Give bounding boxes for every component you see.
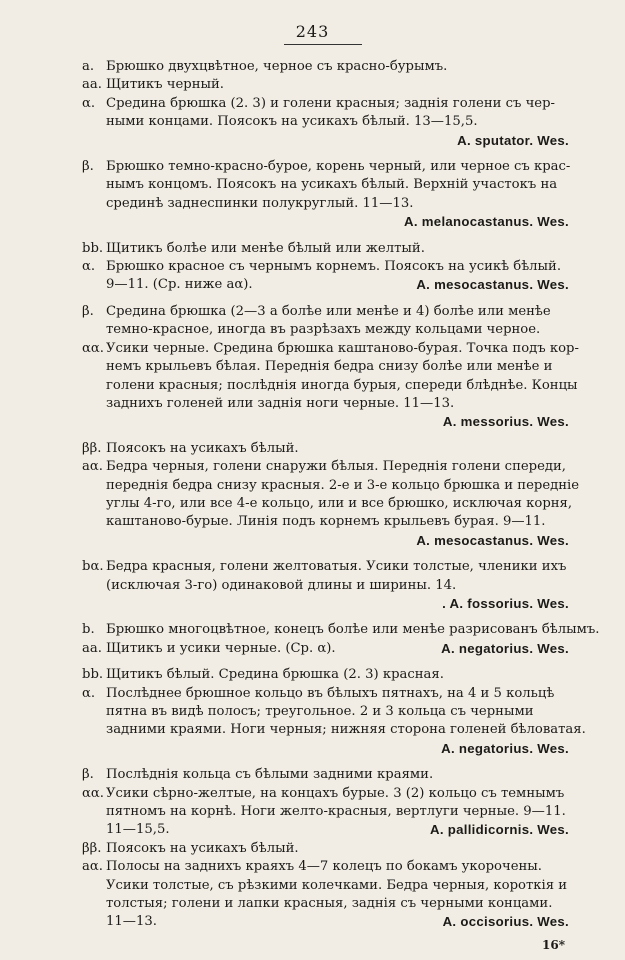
entry-line: Усики сѣрно-желтые, на концахъ бурые. 3 (2) кольцо съ темнымъ <box>106 785 565 801</box>
entry-marker: ββ. <box>82 840 102 856</box>
species-name: A. mesocastanus. Wes. <box>416 277 569 293</box>
entry-line: Бедра черныя, голени снаружи бѣлыя. Переднія голени спереди, <box>106 459 567 475</box>
key-entry <box>82 340 579 432</box>
entry-marker: b. <box>82 622 95 638</box>
entry-line: Бедра красныя, голени желтоватыя. Усики толстые, членики ихъ <box>106 559 567 575</box>
entry-line: (исключая 3-го) одинаковой длины и ширины. 14. <box>106 577 457 593</box>
entry-marker: α. <box>82 95 96 111</box>
key-entry <box>82 840 569 858</box>
entry-line: ными концами. Поясокъ на усикахъ бѣлый. 13—15,5. <box>106 114 478 130</box>
key-entry <box>82 558 569 613</box>
species-name: A. occisorius. Wes. <box>442 914 569 930</box>
entry-final-line <box>106 913 569 931</box>
entry-line: задними краями. Ноги черныя; нижняя сторона голеней бѣловатая. <box>106 722 586 738</box>
entry-marker: α. <box>82 259 96 275</box>
key-entry <box>82 240 569 258</box>
key-entry <box>82 766 569 784</box>
entry-marker: β. <box>82 303 94 319</box>
entry-line: 11—13. <box>106 914 157 930</box>
species-name: A. mesocastanus. Wes. <box>416 532 569 548</box>
entry-final-line <box>106 821 569 839</box>
entry-line: пятна въ видѣ полосъ; треугольное. 2 и 3 кольца съ черными <box>106 704 534 719</box>
entry-line: Поясокъ на усикахъ бѣлый. <box>106 840 299 856</box>
entry-line: Усики толстые, съ рѣзкими колечками. Бедра черныя, короткія и <box>106 877 568 893</box>
page-number: 243 <box>295 22 330 41</box>
entry-marker: a. <box>82 59 95 74</box>
entry-line: голени красныя; послѣднія иногда бурыя, спереди блѣднѣе. Концы <box>106 377 578 393</box>
entry-line: немъ крыльевъ бѣлая. Переднія бедра снизу болѣе или менѣе и <box>106 359 553 375</box>
key-entry <box>82 640 569 658</box>
entry-marker: ββ. <box>82 440 102 456</box>
entry-line: Щитикъ черный. <box>106 77 224 93</box>
entry-marker: β. <box>82 159 94 175</box>
entry-line: Усики черные. Средина брюшка каштаново-бурая. Точка подъ кор- <box>106 340 579 356</box>
entry-line: Поясокъ на усикахъ бѣлый. <box>106 440 299 456</box>
key-entry <box>82 58 569 76</box>
key-entry <box>82 858 569 932</box>
key-entry <box>82 95 569 150</box>
entry-line: заднихъ голеней или заднія ноги черные. 11—13. <box>106 395 455 411</box>
entry-line: Средина брюшка (2. 3) и голени красныя; заднія голени съ чер- <box>106 95 555 111</box>
entry-line: толстыя; голени и лапки красныя, заднія съ черными концами. <box>106 896 553 912</box>
species-name: A. negatorius. Wes. <box>441 640 569 656</box>
key-entry <box>82 158 569 232</box>
entry-line: Полосы на заднихъ краяхъ 4—7 колецъ по бокамъ укорочены. <box>106 859 542 875</box>
entry-line: темно-красное, иногда въ разрѣзахъ между кольцами черное. <box>106 322 541 338</box>
key-entry <box>82 785 569 840</box>
entry-line: Брюшко двухцвѣтное, черное съ красно-бурымъ. <box>106 59 448 74</box>
entry-marker: αα. <box>82 785 105 801</box>
key-entry <box>82 440 569 458</box>
entry-marker: aa. <box>82 640 102 656</box>
entry-line: переднія бедра снизу красныя. 2-е и 3-е кольцо брюшка и передніе <box>106 477 580 493</box>
key-entry <box>82 685 586 759</box>
entry-marker: bα. <box>82 559 104 575</box>
entry-line: срединѣ заднеспинки полукруглый. 11—13. <box>106 195 414 211</box>
species-name: A. messorius. Wes. <box>442 414 569 430</box>
entry-marker: αα. <box>82 340 105 356</box>
species-name: . A. fossorius. Wes. <box>442 595 569 611</box>
key-text <box>82 58 600 954</box>
entry-line: пятномъ на корнѣ. Ноги желто-красныя, вертлуги черные. 9—11. <box>106 804 566 820</box>
entry-line: Средина брюшка (2—3 а болѣе или менѣе и 4) болѣе или менѣе <box>106 303 551 319</box>
species-name: A. melanocastanus. Wes. <box>404 214 569 230</box>
entry-line: каштаново-бурые. Линія подъ корнемъ крыльевъ бурая. 9—11. <box>106 514 546 530</box>
entry-line: 11—15,5. <box>106 822 170 838</box>
key-entry <box>82 458 580 550</box>
entry-marker: aα. <box>82 459 103 475</box>
entry-marker: aa. <box>82 77 102 93</box>
entry-line: Щитикъ и усики черные. (Ср. α). <box>106 640 336 656</box>
entry-marker: bb. <box>82 667 104 683</box>
entry-line: Послѣднее брюшное кольцо въ бѣлыхъ пятнахъ, на 4 и 5 кольцѣ <box>106 685 555 701</box>
entry-marker: α. <box>82 685 96 701</box>
species-name: A. negatorius. Wes. <box>441 740 569 756</box>
species-name: A. sputator. Wes. <box>457 132 569 148</box>
entry-line: Брюшко красное съ чернымъ корнемъ. Поясокъ на усикѣ бѣлый. <box>106 259 562 275</box>
entry-line: нымъ концомъ. Поясокъ на усикахъ бѣлый. Верхній участокъ на <box>106 177 558 193</box>
entry-marker: bb. <box>82 240 104 256</box>
key-entry <box>82 621 600 639</box>
key-entry <box>82 258 569 295</box>
entry-marker: aα. <box>82 859 103 875</box>
entry-final-line <box>106 276 569 294</box>
key-entry <box>82 666 569 684</box>
entry-final-line <box>106 640 569 658</box>
entry-marker: β. <box>82 767 94 783</box>
key-entry <box>82 303 569 340</box>
entry-line: Послѣднія кольца съ бѣлыми задними краями. <box>106 767 434 783</box>
species-name: A. pallidicornis. Wes. <box>430 822 569 838</box>
entry-line: Брюшко многоцвѣтное, конецъ болѣе или менѣе разрисованъ бѣлымъ. <box>106 622 600 638</box>
entry-line: Брюшко темно-красно-бурое, корень черный, или черное съ крас- <box>106 159 571 175</box>
key-entry <box>82 76 569 94</box>
entry-line: 9—11. (Ср. ниже aα). <box>106 277 253 293</box>
header-rule <box>284 44 362 45</box>
entry-line: Щитикъ бѣлый. Средина брюшка (2. 3) красная. <box>106 667 444 683</box>
entry-line: углы 4-го, или все 4-е кольцо, или и все брюшко, исключая корня, <box>106 495 573 511</box>
printer-signature: 16* <box>542 937 565 952</box>
entry-line: Щитикъ болѣе или менѣе бѣлый или желтый. <box>106 240 425 256</box>
